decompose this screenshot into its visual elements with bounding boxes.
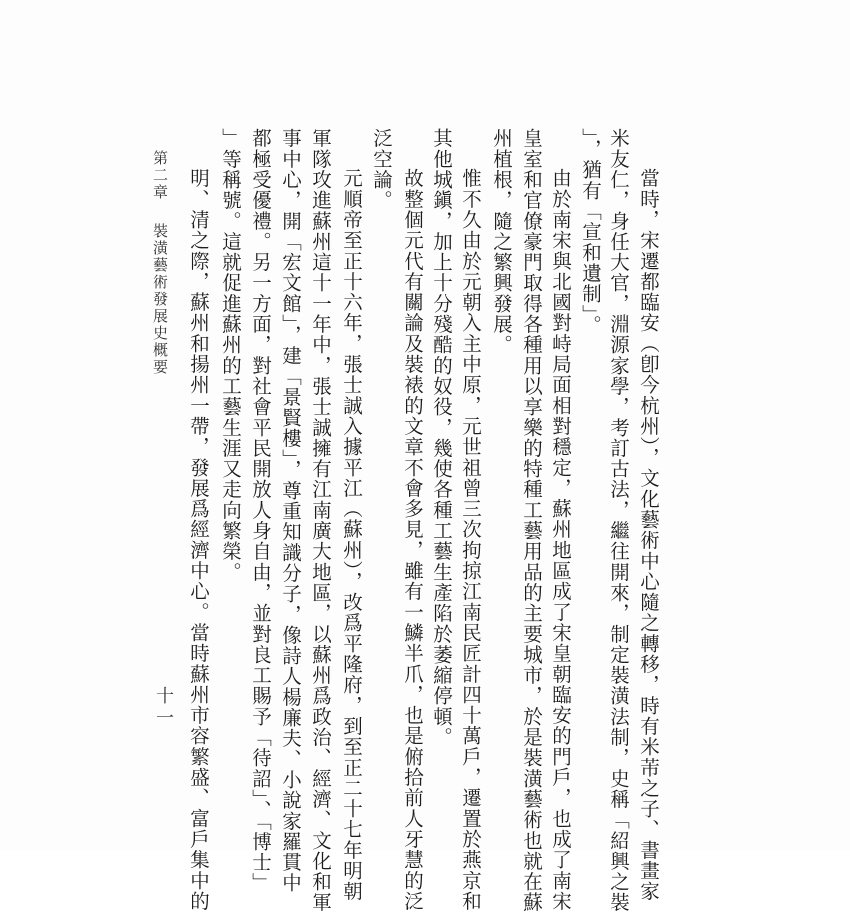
text-column-2: 米友仁，身任大官，淵源家學，考訂古法，繼往開來，制定裝潢法制，史稱「紹興之裝: [607, 128, 630, 913]
running-footer: [150, 150, 171, 376]
text-column-15: 」等稱號。這就促進蘇州的工藝生涯又走向繁榮。: [219, 128, 242, 583]
text-column-9: 故整個元代有關論及裝裱的文章不會多見，雖有一鱗半爪，也是俯拾前人牙慧的泛: [401, 168, 424, 912]
text-column-14: 都極受優禮。另一方面，對社會平民開放人身自由，並對良工賜予「待詔」、「博士」: [249, 128, 272, 894]
text-column-16: 明、清之際，蘇州和揚州一帶，發展爲經濟中心。當時蘇州市容繁盛、富戶集中的: [187, 168, 210, 912]
text-column-11: 元順帝至正十六年，張士誠入據平江（蘇州），改爲平隆府，到至正二十七年明朝: [340, 168, 363, 902]
text-column-1: 當時，宋遷都臨安（卽今杭州），文化藝術中心隨之轉移，時有米芾之子、書畫家: [637, 168, 660, 902]
text-column-13: 事中心，開「宏文館」，建「景賢樓」，尊重知識分子，像詩人楊廉夫、小說家羅貫中: [279, 128, 302, 894]
text-column-4: 由於南宋與北國對峙局面相對穩定，蘇州地區成了宋皇朝臨安的門戶，也成了南宋: [549, 168, 572, 912]
chapter-label: 第二章: [151, 150, 169, 201]
text-column-5: 皇室和官僚豪門取得各種用以享樂的特種工藝用品的主要城市，於是裝潢藝術也就在蘇: [520, 128, 543, 913]
text-column-8: 其他城鎭，加上十分殘酷的奴役，幾使各種工藝生產陷於萎縮停頓。: [430, 128, 453, 748]
page-number: 十一: [153, 686, 174, 730]
text-column-10: 泛空論。: [370, 128, 393, 211]
text-column-12: 軍隊攻進蘇州這十一年中，張士誠擁有江南廣大地區，以蘇州爲政治、經濟、文化和軍: [309, 128, 332, 913]
text-column-3: 」，猶有「宣和遺制」。: [579, 128, 602, 336]
chapter-title: 裝潢藝術發展史概要: [151, 223, 169, 376]
text-column-7: 惟不久由於元朝入主中原，元世祖曾三次拘掠江南民匠計四十萬戶，遷置於燕京和: [459, 168, 482, 912]
text-column-6: 州植根，隨之繁興發展。: [490, 128, 513, 356]
